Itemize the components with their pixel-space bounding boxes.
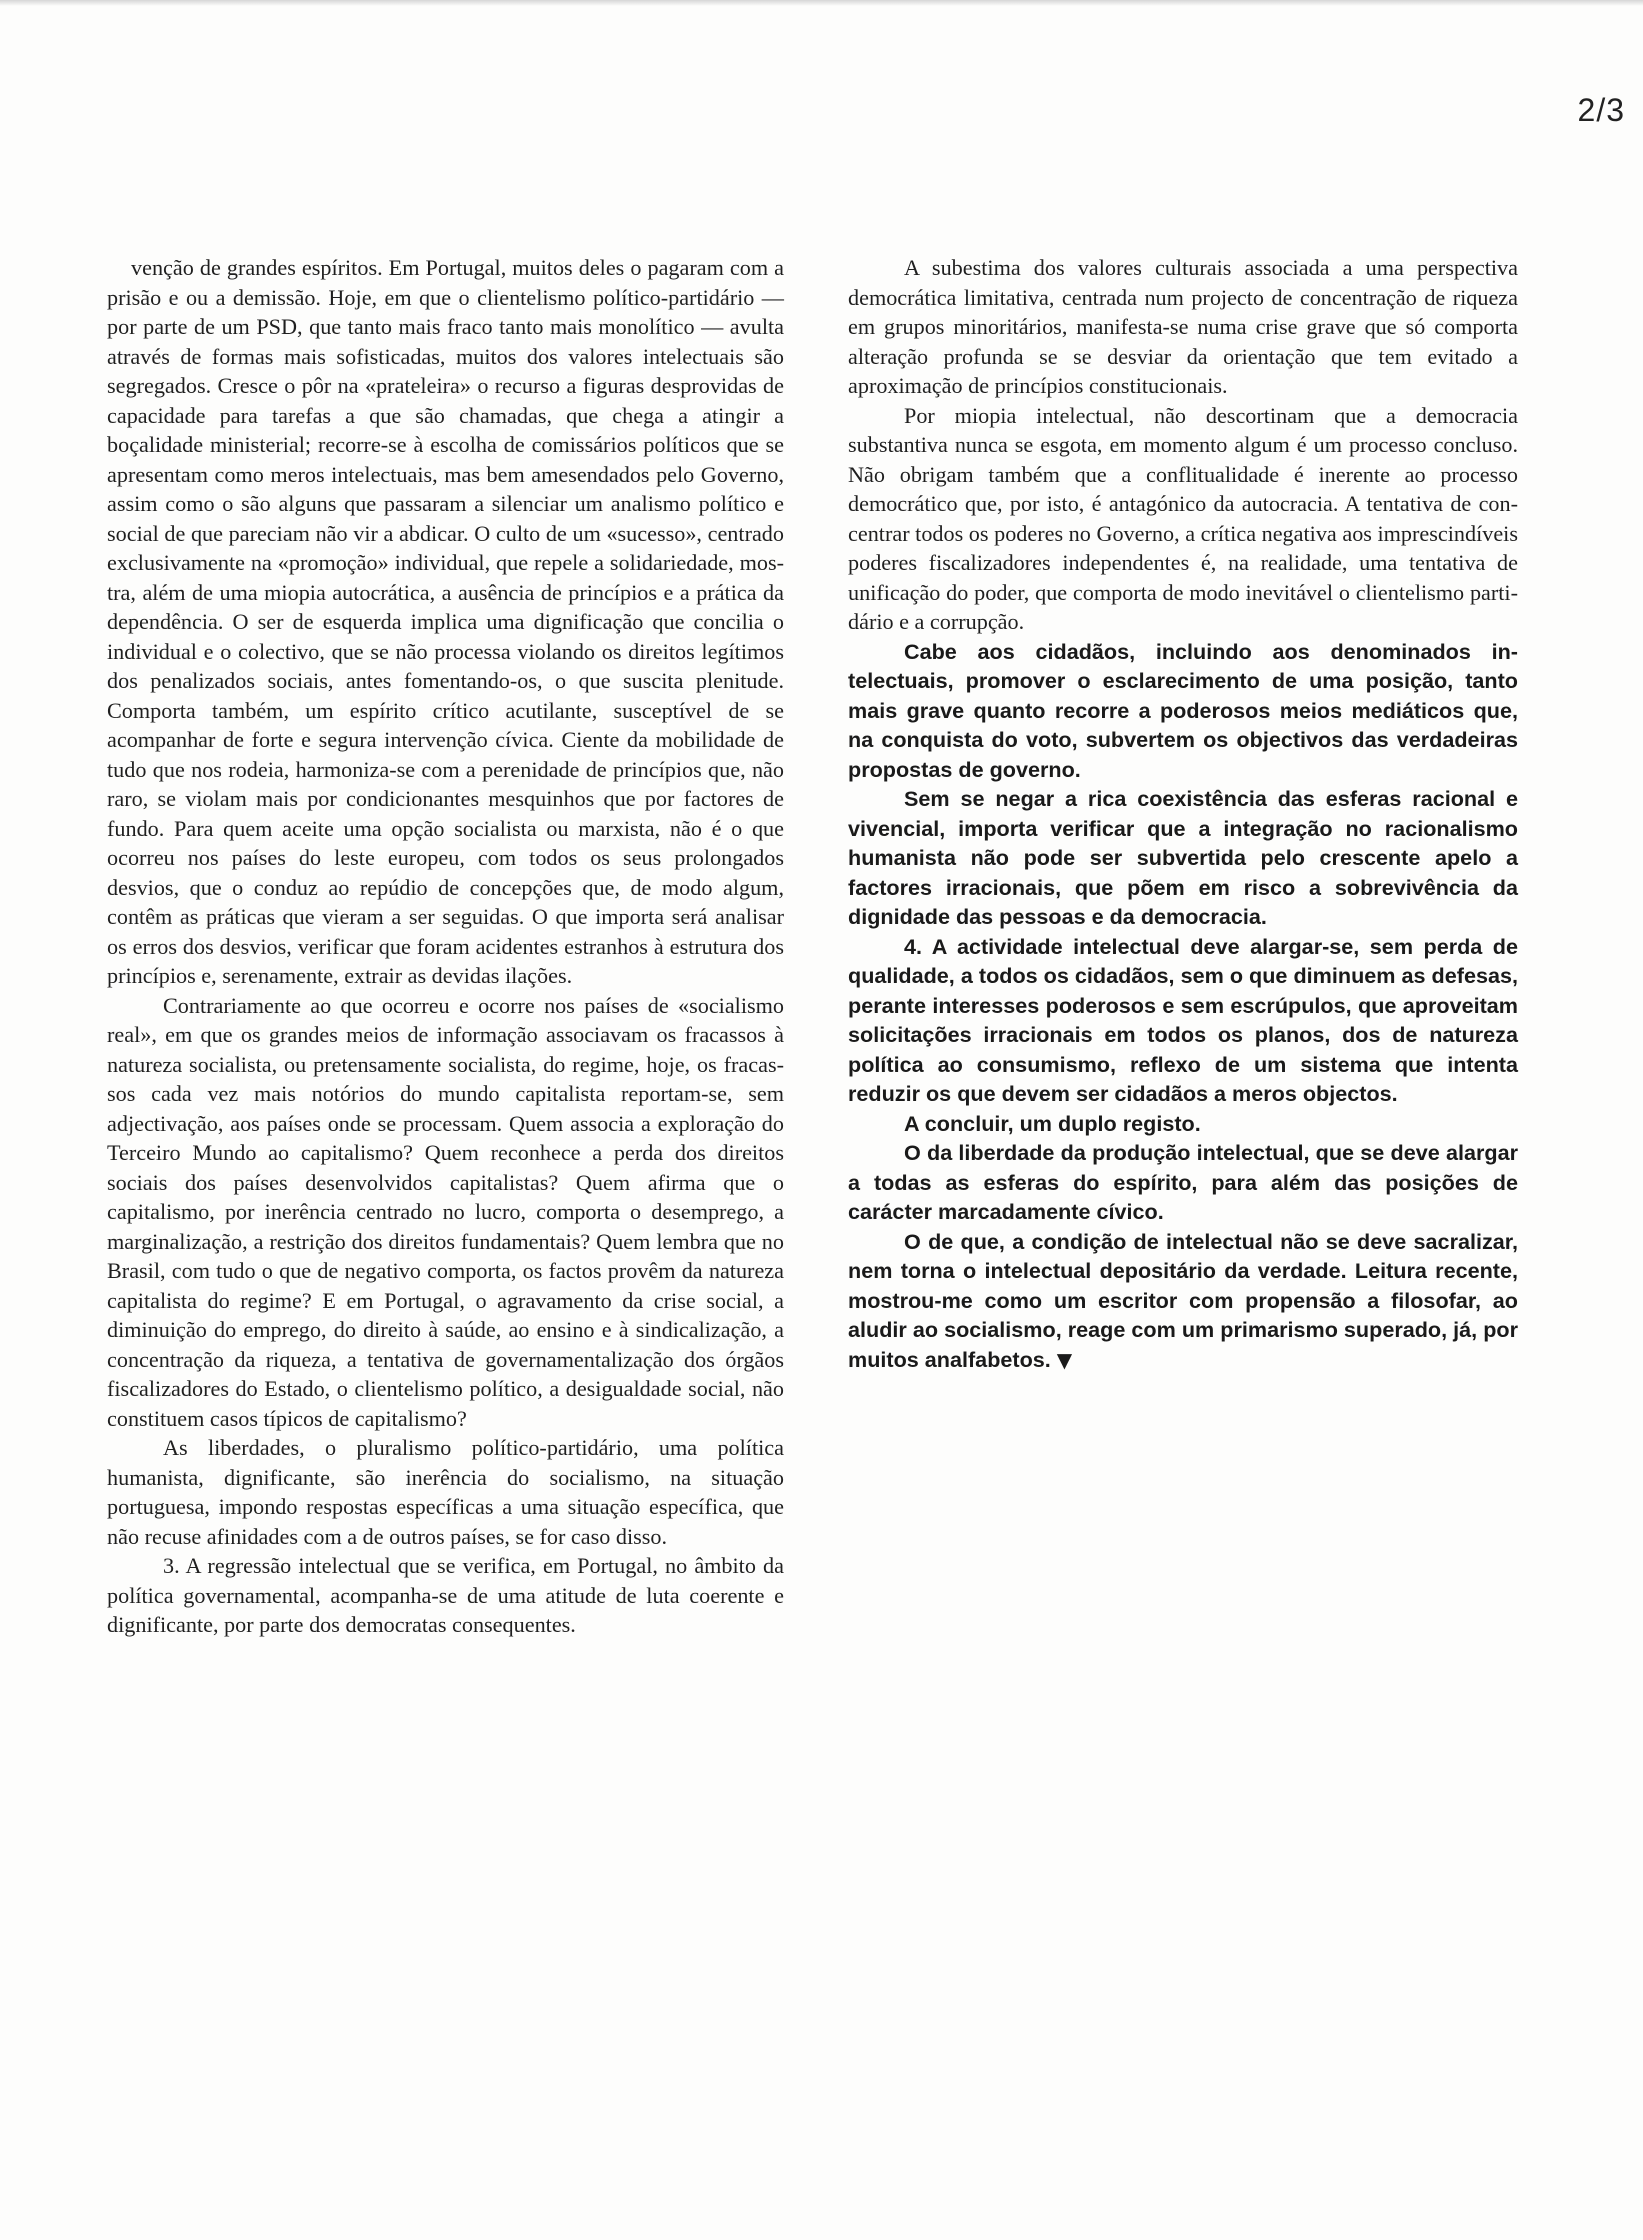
left-paragraph-1: venção de grandes espíritos. Em Portugal, muitos deles o pagaram com a prisão e ou a demissão. Hoje, em que o clientelismo político-partidário — por parte de um PSD, que tanto mais fraco tanto mais monolítico — avulta através de formas mais sofisticadas, muitos dos valores intelectuais são segregados. Cresce o pôr na «prateleira» o recurso a figuras desprovidas de capacidade para tarefas a que são chamadas, que chega a atingir a boçalidade ministerial; recorre-se à escolha de comissários políticos que se apresentam como meros intelectuais, mas bem amesendados pelo Governo, assim como o são alguns que passaram a silenciar um analismo político e social de que pareciam não vir a abdicar. O culto de um «sucesso», centrado exclusivamente na «promoção» individual, que repele a solidariedade, mostra, além de uma miopia autocrática, a ausência de princípios e a prática da dependência. O ser de esquerda implica uma dignificação que concilia o individual e o colectivo, que se não processa violando os direitos legítimos dos penalizados sociais, antes fomentando-os, o que suscita plenitude. Comporta também, um espírito crítico acutilante, susceptível de se acompanhar de forte e segura intervenção cívica. Ciente da mobilidade de tudo que nos rodeia, harmoniza-se com a perenidade de princípios que, não raro, se violam mais por condicionantes mesquinhos que por factores de fundo. Para quem aceite uma opção socialista ou marxista, não é o que ocorreu nos países do leste europeu, com todos os seus prolongados desvios, que o conduz ao repúdio de concepções que, de modo algum, contêm as práticas que vieram a ser seguidas. O que importa será analisar os erros dos desvios, verificar que foram acidentes estranhos à estrutura dos princípios e, serenamente, extrair as devidas ilações. <box>107 255 784 988</box>
right-bold-paragraph-5: O da liberdade da produção intelectual, que se deve alargar a todas as esferas do espírito, para além das posições de carácter marcadamente cívico. <box>848 1140 1518 1224</box>
right-bold-paragraph-3: 4. A actividade intelectual deve alargar-se, sem perda de qualidade, a todos os cidadãos, sem o que diminuem as defesas, perante interesses poderosos e sem escrúpulos, que aproveitam solicitações irracionais em todos os planos, dos de natureza política ao consumismo, reflexo de um sistema que intenta reduzir os que devem ser cidadãos a meros objectos. <box>848 933 1518 1106</box>
right-column <box>848 253 1518 1375</box>
bold-section <box>848 637 1518 1376</box>
right-paragraph-1: A subestima dos valores culturais associada a uma perspectiva democrática limitativa, centrada num projecto de concentração de riqueza em grupos minoritários, manifesta-se numa crise grave que só comporta alteração profunda se se desviar da orientação que tem evitado a aproximação de princípios constitucionais. <box>848 255 1518 398</box>
left-paragraph-2: Contrariamente ao que ocorreu e ocorre nos países de «socialismo real», em que os grandes meios de informação associavam os fracassos à natureza socialista, ou pretensamente socialista, do regime, hoje, os fracassos cada vez mais notórios do mundo capitalista reportam-se, sem adjectivação, aos países onde se processam. Quem associa a exploração do Terceiro Mundo ao capitalismo? Quem reconhece a perda dos direitos sociais dos países desenvolvidos capitalistas? Quem afirma que o capitalismo, por inerência centrado no lucro, comporta o desemprego, a marginalização, a restrição dos direitos fundamentais? Quem lembra que no Brasil, com tudo o que de negativo comporta, os factos provêm da natureza capitalista do regime? E em Portugal, o agravamento da crise social, a diminuição do emprego, do direito à saúde, ao ensino e à sindicalização, a concentração da riqueza, a tentativa de governamentalização dos órgãos fiscalizadores do Estado, o clientelismo político, a desigualdade social, não constituem casos típicos de capitalismo? <box>107 992 784 1431</box>
scan-edge-shadow <box>0 0 1643 6</box>
left-paragraph-4: 3. A regressão intelectual que se verifica, em Portugal, no âmbito da política governamental, acompanha-se de uma atitude de luta coerente e dignificante, por parte dos democratas consequentes. <box>107 1553 784 1637</box>
right-bold-paragraph-1: Cabe aos cidadãos, incluindo aos denominados intelectuais, promover o esclarecimento de uma posição, tanto mais grave quanto recorre a poderosos meios mediáticos que, na conquista do voto, subvertem os objectivos das verdadeiras propostas de governo. <box>848 638 1518 782</box>
left-paragraph-3: As liberdades, o pluralismo político-partidário, uma política humanista, dignificante, são inerência do socialismo, na situação portuguesa, impondo respostas específicas a uma situação específica, que não recuse afinidades com a de outros países, se for caso disso. <box>107 1435 784 1549</box>
right-bold-paragraph-4: A concluir, um duplo registo. <box>904 1110 1201 1136</box>
right-bold-paragraph-6-text: O de que, a condição de intelectual não se deve sacralizar, nem torna o intelectual depositário da verdade. Leitura recente, mostrou-me como um escritor com propensão a filosofar, ao aludir ao socialismo, reage com um primarismo superado, já, por muitos analfabetos. <box>848 1228 1518 1372</box>
right-paragraph-2: Por miopia intelectual, não descortinam que a democracia substantiva nunca se esgota, em momento algum é um processo concluso. Não obrigam também que a conflitualidade é inerente ao processo democrático que, por isto, é antagónico da autocracia. A tentativa de concentrar todos os poderes no Governo, a crítica negativa aos imprescindíveis poderes fiscalizadores independentes é, na realidade, uma tentativa de unificação do poder, que comporta de modo inevitável o clientelismo partidário e a corrupção. <box>848 402 1518 634</box>
end-triangle-icon: ▼ <box>1056 1347 1073 1372</box>
left-column <box>107 253 784 1640</box>
right-bold-paragraph-2: Sem se negar a rica coexistência das esferas racional e vivencial, importa verificar que a integração no racionalismo humanista não pode ser subvertida pelo crescente apelo a factores irracionais, que põem em risco a sobrevivência da dignidade das pessoas e da democracia. <box>848 786 1518 929</box>
right-bold-paragraph-6 <box>848 1227 1518 1376</box>
page-number: 2/3 <box>1577 92 1625 128</box>
